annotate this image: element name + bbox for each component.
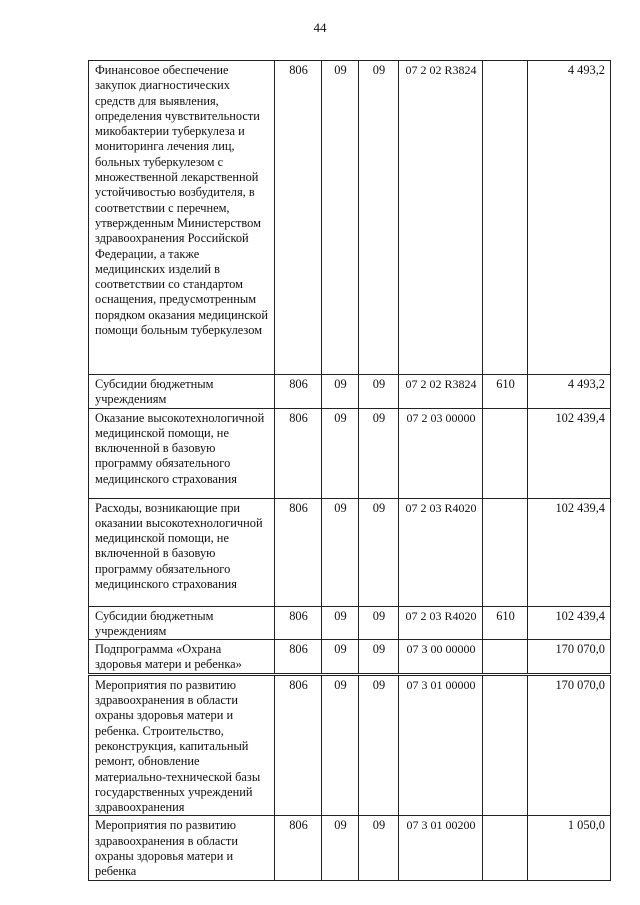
subsection-code: 09 [359,606,399,640]
expense-type-code: 610 [483,606,528,640]
table-row [89,606,611,640]
row-name: Субсидии бюджетным учреждениям [89,375,275,409]
amount: 170 070,0 [528,640,611,675]
target-article-code: 07 2 03 R4020 [399,606,483,640]
ministry-code: 806 [275,640,322,675]
ministry-code: 806 [275,375,322,409]
section-code: 09 [322,816,359,880]
table-row [89,375,611,409]
subsection-code: 09 [359,816,399,880]
ministry-code: 806 [275,61,322,375]
table-row [89,408,611,498]
row-name: Расходы, возникающие при оказании высокотехнологичной медицинской помощи, не включенной в базовую программу обязательного медицинского страхования [89,498,275,606]
target-article-code: 07 3 00 00000 [399,640,483,675]
expense-type-code: 610 [483,375,528,409]
subsection-code: 09 [359,498,399,606]
subsection-code: 09 [359,375,399,409]
target-article-code: 07 2 02 R3824 [399,61,483,375]
table-row [89,61,611,375]
subsection-code: 09 [359,408,399,498]
amount: 170 070,0 [528,674,611,816]
ministry-code: 806 [275,408,322,498]
section-code: 09 [322,61,359,375]
amount: 102 439,4 [528,498,611,606]
subsection-code: 09 [359,674,399,816]
amount: 102 439,4 [528,408,611,498]
target-article-code: 07 3 01 00200 [399,816,483,880]
target-article-code: 07 3 01 00000 [399,674,483,816]
amount: 1 050,0 [528,816,611,880]
page-number: 44 [313,20,327,35]
amount: 4 493,2 [528,375,611,409]
target-article-code: 07 2 03 R4020 [399,498,483,606]
subsection-code: 09 [359,640,399,675]
row-name: Финансовое обеспечение закупок диагностических средств для выявления, определения чувствительности микобактерии туберкулеза и мониторинга лечения лиц, больных туберкулезом с множественной лекарственной устойчивостью возбудителя, в соответствии с перечнем, утвержденным Министерством здравоохранения Российской Федерации, а также медицинских изделий в соответствии со стандартом оснащения, предусмотренным порядком оказания медицинской помощи больным туберкулезом [89,61,275,375]
expense-type-code [483,408,528,498]
target-article-code: 07 2 02 R3824 [399,375,483,409]
row-name: Оказание высокотехнологичной медицинской помощи, не включенной в базовую программу обязательного медицинского страхования [89,408,275,498]
target-article-code: 07 2 03 00000 [399,408,483,498]
expense-type-code [483,498,528,606]
section-code: 09 [322,606,359,640]
ministry-code: 806 [275,816,322,880]
table-row [89,674,611,816]
expense-type-code [483,816,528,880]
row-name: Подпрограмма «Охрана здоровья матери и ребенка» [89,640,275,675]
amount: 4 493,2 [528,61,611,375]
section-code: 09 [322,498,359,606]
section-code: 09 [322,640,359,675]
section-code: 09 [322,408,359,498]
row-name: Мероприятия по развитию здравоохранения в области охраны здоровья матери и ребенка. Строительство, реконструкция, капитальный ремонт, обновление материально-технической базы государственных учреждений здравоохранения [89,674,275,816]
table-row [89,816,611,880]
row-name: Субсидии бюджетным учреждениям [89,606,275,640]
section-code: 09 [322,375,359,409]
expense-type-code [483,61,528,375]
table-row [89,640,611,675]
expense-type-code [483,674,528,816]
table-row [89,498,611,606]
subsection-code: 09 [359,61,399,375]
ministry-code: 806 [275,674,322,816]
section-code: 09 [322,674,359,816]
ministry-code: 806 [275,606,322,640]
ministry-code: 806 [275,498,322,606]
amount: 102 439,4 [528,606,611,640]
budget-table [88,60,611,881]
row-name: Мероприятия по развитию здравоохранения в области охраны здоровья матери и ребенка [89,816,275,880]
expense-type-code [483,640,528,675]
